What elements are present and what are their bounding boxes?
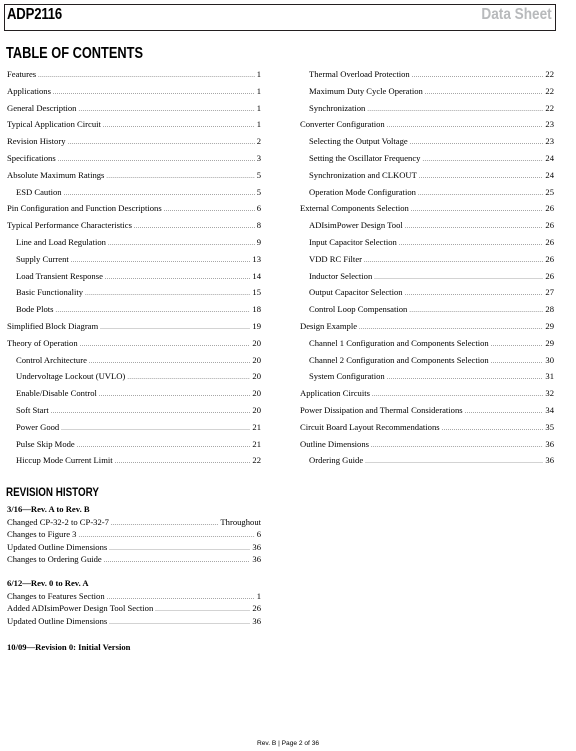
entry-page-number: 1 bbox=[256, 69, 261, 79]
entry-page-number: Throughout bbox=[220, 516, 261, 527]
revision-entry[interactable] bbox=[7, 615, 261, 628]
entry-page-number: 36 bbox=[545, 455, 554, 466]
dot-leader bbox=[107, 595, 255, 601]
dot-leader bbox=[99, 392, 250, 398]
entry-page-number: 21 bbox=[252, 438, 261, 449]
revision-entry[interactable] bbox=[7, 602, 261, 615]
entry-page-number: 36 bbox=[545, 438, 554, 449]
entry-title: Changes to Features Section bbox=[7, 590, 105, 601]
entry-page-number: 20 bbox=[252, 337, 261, 348]
toc-entry[interactable] bbox=[300, 66, 554, 83]
toc-entry[interactable] bbox=[300, 184, 554, 201]
toc-entry[interactable] bbox=[7, 116, 261, 133]
entry-title: Features bbox=[7, 69, 37, 79]
dot-leader bbox=[387, 375, 544, 381]
entry-title: Revision History bbox=[7, 136, 66, 147]
dot-leader bbox=[491, 342, 544, 348]
toc-entry[interactable] bbox=[7, 167, 261, 184]
entry-title: ADIsimPower Design Tool bbox=[309, 220, 403, 231]
dot-leader bbox=[71, 258, 251, 264]
dot-leader bbox=[418, 191, 543, 197]
dot-leader bbox=[61, 426, 250, 432]
entry-title: Changed CP-32-2 to CP-32-7 bbox=[7, 516, 109, 527]
dot-leader bbox=[405, 291, 544, 297]
dot-leader bbox=[412, 73, 544, 79]
entry-title: Load Transient Response bbox=[16, 270, 103, 281]
entry-title: Typical Application Circuit bbox=[7, 119, 101, 130]
entry-title: Applications bbox=[7, 85, 51, 96]
entry-title: Inductor Selection bbox=[309, 270, 373, 281]
revision-section bbox=[7, 577, 261, 627]
page-footer: Rev. B | Page 2 of 36 bbox=[256, 740, 320, 747]
dot-leader bbox=[55, 308, 250, 314]
toc-entry[interactable] bbox=[300, 150, 554, 167]
toc-right-column bbox=[300, 66, 554, 469]
entry-title: Ordering Guide bbox=[309, 455, 364, 466]
entry-page-number: 1 bbox=[256, 119, 261, 130]
entry-page-number: 20 bbox=[252, 354, 261, 365]
toc-entry[interactable] bbox=[300, 368, 554, 385]
entry-title: Setting the Oscillator Frequency bbox=[309, 152, 421, 163]
entry-title: ESD Caution bbox=[16, 186, 62, 197]
entry-page-number: 20 bbox=[252, 404, 261, 415]
toc-entry[interactable] bbox=[7, 83, 261, 100]
dot-leader bbox=[109, 546, 250, 552]
dot-leader bbox=[58, 157, 255, 163]
entry-page-number: 23 bbox=[545, 136, 554, 147]
entry-page-number: 22 bbox=[545, 69, 554, 79]
entry-title: Maximum Duty Cycle Operation bbox=[309, 85, 423, 96]
entry-page-number: 5 bbox=[256, 169, 261, 180]
dot-leader bbox=[104, 558, 251, 564]
dot-leader bbox=[359, 325, 543, 331]
entry-title: VDD RC Filter bbox=[309, 253, 362, 264]
toc-entry[interactable] bbox=[7, 385, 261, 402]
dot-leader bbox=[411, 207, 544, 213]
entry-page-number: 26 bbox=[545, 236, 554, 247]
toc-entry[interactable] bbox=[300, 385, 554, 402]
entry-page-number: 6 bbox=[256, 203, 261, 214]
entry-page-number: 6 bbox=[256, 529, 261, 540]
dot-leader bbox=[409, 308, 543, 314]
toc-entry[interactable] bbox=[7, 368, 261, 385]
entry-title: Selecting the Output Voltage bbox=[309, 136, 408, 147]
entry-page-number: 3 bbox=[256, 152, 261, 163]
dot-leader bbox=[38, 73, 255, 79]
dot-leader bbox=[53, 90, 255, 96]
entry-page-number: 13 bbox=[252, 253, 261, 264]
entry-page-number: 34 bbox=[545, 404, 554, 415]
dot-leader bbox=[103, 123, 255, 129]
dot-leader bbox=[64, 191, 255, 197]
entry-page-number: 26 bbox=[545, 253, 554, 264]
toc-entry[interactable] bbox=[7, 284, 261, 301]
entry-page-number: 36 bbox=[252, 554, 261, 565]
revision-entry[interactable] bbox=[7, 528, 261, 541]
toc-entry[interactable] bbox=[7, 217, 261, 234]
revision-entry[interactable] bbox=[7, 516, 261, 529]
dot-leader bbox=[106, 174, 254, 180]
revision-heading: 3/16—Rev. A to Rev. B bbox=[7, 504, 90, 514]
toc-entry[interactable] bbox=[7, 200, 261, 217]
entry-title: Hiccup Mode Current Limit bbox=[16, 455, 113, 466]
entry-title: Bode Plots bbox=[16, 304, 54, 315]
entry-page-number: 14 bbox=[252, 270, 261, 281]
toc-left-column bbox=[7, 66, 261, 469]
entry-title: General Description bbox=[7, 102, 77, 113]
entry-page-number: 25 bbox=[545, 186, 554, 197]
entry-title: Added ADIsimPower Design Tool Section bbox=[7, 603, 154, 614]
toc-entry[interactable] bbox=[7, 184, 261, 201]
dot-leader bbox=[367, 107, 543, 113]
entry-page-number: 5 bbox=[256, 186, 261, 197]
dot-leader bbox=[374, 275, 543, 281]
entry-title: Circuit Board Layout Recommendations bbox=[300, 421, 440, 432]
toc-entry[interactable] bbox=[300, 402, 554, 419]
entry-page-number: 20 bbox=[252, 371, 261, 382]
revision-section bbox=[7, 641, 261, 654]
toc-entry[interactable] bbox=[300, 167, 554, 184]
entry-page-number: 35 bbox=[545, 421, 554, 432]
entry-title: Simplified Block Diagram bbox=[7, 320, 99, 331]
entry-page-number: 27 bbox=[545, 287, 554, 298]
entry-title: Soft Start bbox=[16, 404, 49, 415]
dot-leader bbox=[410, 140, 544, 146]
entry-title: Converter Configuration bbox=[300, 119, 385, 130]
entry-title: Line and Load Regulation bbox=[16, 236, 106, 247]
entry-page-number: 29 bbox=[545, 337, 554, 348]
toc-entry[interactable] bbox=[7, 268, 261, 285]
entry-title: Specifications bbox=[7, 152, 56, 163]
entry-page-number: 19 bbox=[252, 320, 261, 331]
entry-title: System Configuration bbox=[309, 371, 385, 382]
dot-leader bbox=[108, 241, 255, 247]
entry-title: Absolute Maximum Ratings bbox=[7, 169, 105, 180]
entry-page-number: 22 bbox=[252, 455, 261, 466]
dot-leader bbox=[442, 426, 544, 432]
page-header bbox=[4, 4, 556, 31]
toc-entry[interactable] bbox=[7, 66, 261, 83]
toc-entry[interactable] bbox=[300, 234, 554, 251]
entry-page-number: 31 bbox=[545, 371, 554, 382]
entry-title: Updated Outline Dimensions bbox=[7, 541, 108, 552]
dot-leader bbox=[405, 224, 544, 230]
dot-leader bbox=[77, 443, 251, 449]
toc-entry[interactable] bbox=[7, 419, 261, 436]
entry-page-number: 26 bbox=[545, 270, 554, 281]
dot-leader bbox=[115, 459, 251, 465]
toc-entry[interactable] bbox=[7, 318, 261, 335]
revision-heading: 6/12—Rev. 0 to Rev. A bbox=[7, 578, 89, 588]
entry-title: Thermal Overload Protection bbox=[309, 69, 410, 79]
entry-title: Channel 2 Configuration and Components Selection bbox=[309, 354, 489, 365]
entry-title: Theory of Operation bbox=[7, 337, 78, 348]
dot-leader bbox=[85, 291, 250, 297]
dot-leader bbox=[105, 275, 251, 281]
entry-title: Control Loop Compensation bbox=[309, 304, 408, 315]
toc-entry[interactable] bbox=[7, 251, 261, 268]
entry-title: Control Architecture bbox=[16, 354, 87, 365]
toc-entry[interactable] bbox=[300, 335, 554, 352]
entry-title: Application Circuits bbox=[300, 388, 370, 399]
doc-type-label: Data Sheet bbox=[481, 6, 552, 23]
entry-page-number: 22 bbox=[545, 85, 554, 96]
entry-title: Synchronization and CLKOUT bbox=[309, 169, 417, 180]
entry-title: Enable/Disable Control bbox=[16, 388, 97, 399]
revision-entry[interactable] bbox=[7, 553, 261, 566]
toc-entry[interactable] bbox=[300, 200, 554, 217]
entry-title: Power Good bbox=[16, 421, 60, 432]
part-number: ADP2116 bbox=[7, 6, 63, 23]
entry-page-number: 20 bbox=[252, 388, 261, 399]
entry-page-number: 26 bbox=[252, 603, 261, 614]
entry-title: External Components Selection bbox=[300, 203, 409, 214]
toc-entry[interactable] bbox=[300, 419, 554, 436]
entry-page-number: 1 bbox=[256, 85, 261, 96]
entry-page-number: 28 bbox=[545, 304, 554, 315]
toc-entry[interactable] bbox=[300, 251, 554, 268]
revision-entry[interactable] bbox=[7, 590, 261, 603]
entry-title: Undervoltage Lockout (UVLO) bbox=[16, 371, 126, 382]
dot-leader bbox=[419, 174, 544, 180]
entry-title: Operation Mode Configuration bbox=[309, 186, 416, 197]
toc-entry[interactable] bbox=[7, 133, 261, 150]
entry-page-number: 24 bbox=[545, 152, 554, 163]
toc-entry[interactable] bbox=[300, 436, 554, 453]
entry-page-number: 1 bbox=[256, 102, 261, 113]
entry-page-number: 8 bbox=[256, 220, 261, 231]
revision-heading: 10/09—Revision 0: Initial Version bbox=[7, 642, 131, 652]
entry-title: Pulse Skip Mode bbox=[16, 438, 75, 449]
entry-page-number: 22 bbox=[545, 102, 554, 113]
dot-leader bbox=[364, 258, 543, 264]
toc-entry[interactable] bbox=[7, 452, 261, 469]
entry-title: Design Example bbox=[300, 320, 358, 331]
toc-entry[interactable] bbox=[300, 352, 554, 369]
entry-page-number: 29 bbox=[545, 320, 554, 331]
entry-title: Synchronization bbox=[309, 102, 366, 113]
dot-leader bbox=[164, 207, 255, 213]
dot-leader bbox=[491, 359, 544, 365]
entry-title: Input Capacitor Selection bbox=[309, 236, 397, 247]
toc-entry[interactable] bbox=[7, 436, 261, 453]
dot-leader bbox=[399, 241, 544, 247]
entry-page-number: 21 bbox=[252, 421, 261, 432]
dot-leader bbox=[109, 620, 250, 626]
toc-entry[interactable] bbox=[300, 116, 554, 133]
toc-entry[interactable] bbox=[7, 100, 261, 117]
entry-page-number: 18 bbox=[252, 304, 261, 315]
toc-entry[interactable] bbox=[300, 268, 554, 285]
toc-entry[interactable] bbox=[300, 301, 554, 318]
entry-title: Channel 1 Configuration and Components Selection bbox=[309, 337, 489, 348]
entry-title: Changes to Figure 3 bbox=[7, 529, 77, 540]
dot-leader bbox=[422, 157, 543, 163]
toc-entry[interactable] bbox=[300, 133, 554, 150]
revision-section bbox=[7, 503, 261, 566]
dot-leader bbox=[68, 140, 255, 146]
entry-title: Output Capacitor Selection bbox=[309, 287, 403, 298]
dot-leader bbox=[387, 123, 544, 129]
entry-page-number: 23 bbox=[545, 119, 554, 130]
entry-title: Changes to Ordering Guide bbox=[7, 554, 102, 565]
dot-leader bbox=[155, 607, 250, 613]
entry-title: Updated Outline Dimensions bbox=[7, 615, 108, 626]
toc-entry[interactable] bbox=[300, 100, 554, 117]
toc-entry[interactable] bbox=[300, 83, 554, 100]
dot-leader bbox=[100, 325, 250, 331]
entry-page-number: 36 bbox=[252, 541, 261, 552]
entry-page-number: 26 bbox=[545, 203, 554, 214]
dot-leader bbox=[127, 375, 250, 381]
dot-leader bbox=[372, 392, 543, 398]
dot-leader bbox=[365, 459, 543, 465]
dot-leader bbox=[134, 224, 255, 230]
dot-leader bbox=[80, 342, 251, 348]
toc-entry[interactable] bbox=[7, 301, 261, 318]
entry-page-number: 24 bbox=[545, 169, 554, 180]
entry-page-number: 9 bbox=[256, 236, 261, 247]
entry-page-number: 15 bbox=[252, 287, 261, 298]
toc-entry[interactable] bbox=[300, 452, 554, 469]
entry-page-number: 26 bbox=[545, 220, 554, 231]
entry-page-number: 32 bbox=[545, 388, 554, 399]
dot-leader bbox=[78, 533, 254, 539]
entry-page-number: 2 bbox=[256, 136, 261, 147]
entry-title: Typical Performance Characteristics bbox=[7, 220, 132, 231]
entry-title: Outline Dimensions bbox=[300, 438, 369, 449]
toc-entry[interactable] bbox=[7, 335, 261, 352]
toc-entry[interactable] bbox=[7, 234, 261, 251]
toc-entry[interactable] bbox=[7, 352, 261, 369]
dot-leader bbox=[465, 409, 544, 415]
entry-page-number: 1 bbox=[256, 590, 261, 601]
toc-entry[interactable] bbox=[300, 284, 554, 301]
entry-title: Supply Current bbox=[16, 253, 69, 264]
dot-leader bbox=[111, 521, 218, 527]
revision-history-title: REVISION HISTORY bbox=[6, 485, 99, 499]
entry-page-number: 36 bbox=[252, 615, 261, 626]
entry-title: Pin Configuration and Function Descriptions bbox=[7, 203, 162, 214]
entry-title: Power Dissipation and Thermal Considerations bbox=[300, 404, 463, 415]
toc-entry[interactable] bbox=[300, 217, 554, 234]
toc-entry[interactable] bbox=[7, 150, 261, 167]
dot-leader bbox=[89, 359, 251, 365]
toc-title: TABLE OF CONTENTS bbox=[6, 45, 143, 62]
dot-leader bbox=[51, 409, 251, 415]
toc-entry[interactable] bbox=[300, 318, 554, 335]
entry-title: Basic Functionality bbox=[16, 287, 84, 298]
entry-page-number: 30 bbox=[545, 354, 554, 365]
dot-leader bbox=[371, 443, 543, 449]
dot-leader bbox=[425, 90, 544, 96]
revision-entry[interactable] bbox=[7, 541, 261, 554]
dot-leader bbox=[78, 107, 254, 113]
toc-entry[interactable] bbox=[7, 402, 261, 419]
